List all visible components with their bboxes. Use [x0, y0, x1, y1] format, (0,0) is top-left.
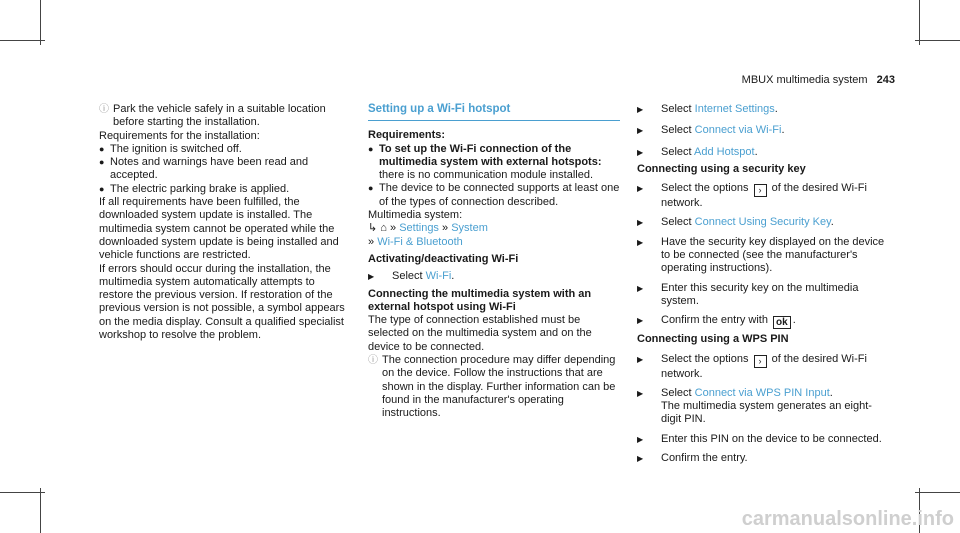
note — [99, 103, 351, 130]
paragraph: The type of connection established must be selected on the multimedia system and on the device to be connected. — [368, 314, 592, 353]
step: ▶ Enter this PIN on the device to be connected. — [637, 432, 882, 445]
list-item: ● Notes and warnings have been read and accepted. — [99, 156, 309, 182]
middle-column — [368, 103, 620, 421]
note-text: Park the vehicle safely in a suitable location before starting the installation. — [113, 103, 326, 129]
step: ▶ Select the options › of the desired Wi-Fi network. — [637, 352, 867, 380]
step: ▶ Select Add Hotspot. — [637, 145, 758, 158]
nav-path — [368, 222, 620, 235]
subheading: Connecting using a WPS PIN — [637, 333, 789, 346]
step-arrow-icon: ▶ — [637, 316, 644, 326]
step-arrow-icon: ▶ — [637, 454, 644, 464]
step: ▶ Confirm the entry with ok . — [637, 314, 796, 329]
bullet-icon: ● — [99, 183, 105, 194]
options-chevron-icon: › — [754, 184, 767, 197]
connect-wifi-link[interactable]: Connect via Wi-Fi — [694, 124, 782, 137]
step-arrow-icon: ▶ — [637, 218, 644, 228]
list-item: ● To set up the Wi-Fi connection of the multimedia system with external hotspots: there is no communication module installed. — [368, 142, 602, 182]
step: ▶ Select Connect via Wi-Fi. — [637, 124, 785, 137]
info-icon: ⓘ — [368, 355, 378, 367]
section-heading: Setting up a Wi-Fi hotspot — [368, 103, 511, 115]
crop-mark — [40, 488, 41, 533]
wps-pin-link[interactable]: Connect via WPS PIN Input — [694, 386, 830, 399]
left-column — [99, 103, 351, 342]
req-heading: Requirements for the installation: — [99, 129, 260, 142]
info-icon: ⓘ — [99, 104, 109, 115]
step-arrow-icon: ▶ — [637, 434, 644, 444]
step-arrow-icon: ▶ — [637, 354, 644, 364]
step-arrow-icon: ▶ — [637, 126, 644, 136]
nav-system[interactable]: System — [451, 222, 488, 235]
bullet-icon: ● — [99, 157, 105, 168]
wifi-link[interactable]: Wi-Fi — [425, 270, 452, 283]
home-icon: ⌂ — [380, 222, 387, 235]
step-arrow-icon: ▶ — [368, 272, 375, 282]
bullet-icon: ● — [368, 143, 374, 154]
paragraph: If errors should occur during the installation, the multimedia system automatically attempts to restore the previous version. If restoration of the previous version is not possible, a symbol appears on the media display. Consult a qualified specialist workshop to resolve the problem. — [99, 262, 345, 342]
ms-label: Multimedia system: — [368, 209, 463, 222]
chevron-right-icon: » — [390, 222, 397, 235]
step: ▶ Confirm the entry. — [637, 452, 748, 465]
step: ▶ Select the options › of the desired Wi-Fi network. — [637, 182, 867, 210]
step-arrow-icon: ▶ — [637, 147, 644, 157]
crop-mark — [40, 0, 41, 45]
step-arrow-icon: ▶ — [637, 184, 644, 194]
crop-mark — [915, 40, 960, 41]
note-text: The connection procedure may differ depending on the device. Follow the instructions that are shown in the display. Further information can be found in the manufacturer's operating instructions. — [382, 354, 616, 420]
step: ▶ Enter this security key on the multimedia system. — [637, 281, 859, 307]
subheading: Connecting using a security key — [637, 162, 806, 175]
paragraph: If all requirements have been fulfilled, the downloaded system update is installed. The multimedia system cannot be operated while the downloaded system update is being installed and vehicle functions are restricted. — [99, 196, 339, 262]
crop-mark — [0, 492, 45, 493]
step: ▶ Select Internet Settings. — [637, 103, 778, 115]
header-title: MBUX multimedia system — [741, 74, 868, 86]
list-item: ● The ignition is switched off. — [99, 142, 242, 155]
step-arrow-icon: ▶ — [637, 283, 644, 293]
note — [368, 354, 620, 420]
step: ▶ Have the security key displayed on the device to be connected (see the manufacturer's operating instructions). — [637, 235, 885, 275]
step: ▶ Select Connect Using Security Key. — [637, 216, 834, 229]
nav-settings[interactable]: Settings — [399, 222, 439, 235]
return-arrow-icon: ↳ — [368, 222, 378, 235]
page-number: 243 — [876, 74, 895, 86]
add-hotspot-link[interactable]: Add Hotspot — [694, 145, 755, 158]
step-arrow-icon: ▶ — [637, 105, 644, 114]
right-column — [637, 103, 889, 465]
options-chevron-icon: › — [754, 355, 767, 368]
crop-mark — [919, 0, 920, 45]
step-arrow-icon: ▶ — [637, 388, 644, 398]
chevron-right-icon: » — [442, 222, 449, 235]
bullet-icon: ● — [99, 143, 105, 154]
subheading: Activating/deactivating Wi-Fi — [368, 252, 519, 265]
page-header — [742, 74, 895, 86]
nav-path — [368, 236, 620, 249]
bullet-icon: ● — [368, 183, 374, 194]
internet-settings-link[interactable]: Internet Settings — [694, 103, 775, 115]
ok-button-icon: ok — [773, 316, 791, 329]
security-key-link[interactable]: Connect Using Security Key — [694, 216, 831, 229]
req-heading: Requirements: — [368, 129, 446, 142]
list-item: ● The device to be connected supports at least one of the types of connection described. — [368, 182, 620, 208]
nav-wifi[interactable]: Wi-Fi & Bluetooth — [377, 235, 463, 248]
step: ▶ Select Wi-Fi. — [368, 270, 455, 283]
watermark: carmanualsonline.info — [741, 508, 954, 530]
subheading: Connecting the multimedia system with an external hotspot using Wi-Fi — [368, 287, 592, 313]
step: ▶ Select Connect via WPS PIN Input. The multimedia system generates an eight-digit PIN. — [637, 386, 872, 426]
crop-mark — [915, 492, 960, 493]
crop-mark — [0, 40, 45, 41]
list-item: ● The electric parking brake is applied. — [99, 182, 290, 195]
heading-rule — [368, 120, 620, 121]
step-arrow-icon: ▶ — [637, 237, 644, 247]
chevron-right-icon: » — [368, 235, 375, 248]
